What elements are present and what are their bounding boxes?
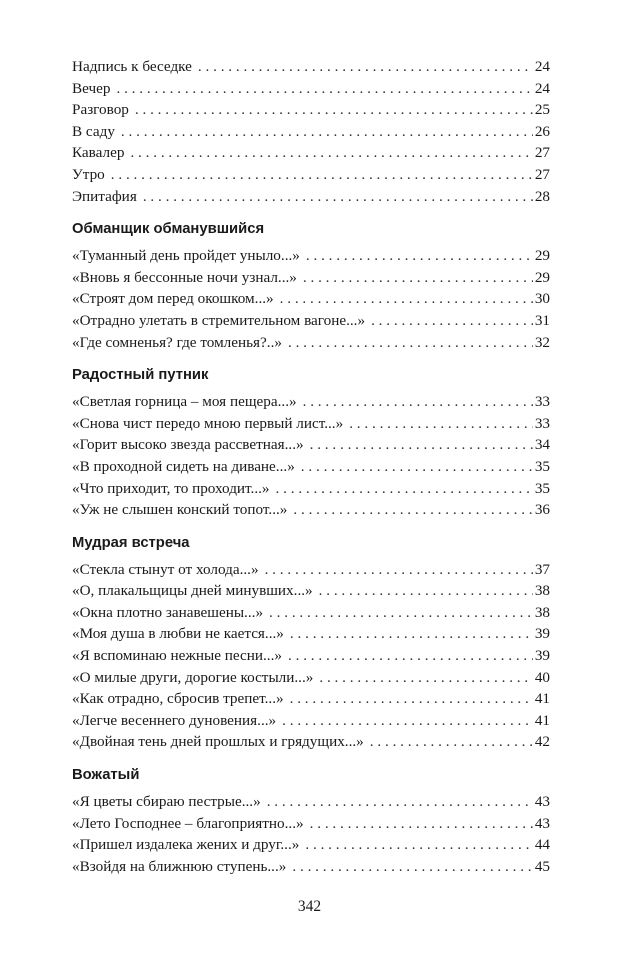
toc-section — [72, 764, 550, 877]
dot-leader — [265, 559, 533, 581]
entry-title: «Лето Господнее – благоприятно...» — [72, 814, 304, 832]
dot-leader — [282, 710, 533, 732]
dot-leader — [288, 645, 533, 667]
entry-title: «Отрадно улетать в стремительном вагоне...» — [72, 311, 366, 329]
entry-title: «Горит высоко звезда рассветная...» — [72, 436, 304, 454]
entry-title: «Как отрадно, сбросив трепет...» — [72, 690, 284, 708]
entry-page: 24 — [534, 58, 550, 75]
toc-entry — [72, 791, 550, 813]
toc-entry — [72, 391, 550, 413]
entry-page: 43 — [534, 793, 550, 811]
dot-leader — [310, 434, 533, 456]
entry-page: 45 — [534, 857, 550, 875]
page-number: 342 — [297, 898, 322, 915]
toc-entry — [72, 667, 550, 689]
entry-page: 43 — [534, 814, 550, 832]
toc-entry — [72, 413, 550, 435]
toc-entry — [72, 499, 550, 521]
entry-title: Вечер — [72, 79, 111, 97]
toc-entry — [72, 121, 550, 143]
entry-title: «Я цветы сбираю пестрые...» — [72, 793, 261, 811]
entry-title: «Моя душа в любви не кается...» — [72, 625, 284, 643]
toc-entry — [72, 731, 550, 753]
toc-entry — [72, 710, 550, 732]
entry-title: «Взойдя на ближнюю ступень...» — [72, 857, 287, 875]
dot-leader — [303, 391, 533, 413]
toc-entry — [72, 478, 550, 500]
dot-leader — [371, 310, 533, 332]
toc-entry — [72, 856, 550, 878]
dot-leader — [290, 623, 533, 645]
entry-title: Кавалер — [72, 144, 125, 162]
dot-leader — [319, 667, 532, 689]
entry-title: «О милые други, дорогие костыли...» — [72, 668, 314, 686]
entry-page: 27 — [534, 165, 550, 183]
entry-title: Разговор — [72, 101, 129, 119]
entry-page: 35 — [534, 479, 550, 497]
entry-page: 38 — [534, 582, 550, 600]
entry-page: 38 — [534, 603, 550, 621]
dot-leader — [303, 267, 533, 289]
toc-section — [72, 364, 550, 521]
dot-leader — [111, 164, 533, 186]
dot-leader — [292, 856, 532, 878]
dot-leader — [305, 834, 532, 856]
entry-title: «Что приходит, то проходит...» — [72, 479, 270, 497]
entry-title: «Уж не слышен конский топот...» — [72, 501, 288, 519]
entry-page: 41 — [534, 711, 550, 729]
toc-entry — [72, 623, 550, 645]
entry-title: «Туманный день пройдет уныло...» — [72, 247, 300, 265]
entry-page: 32 — [534, 333, 550, 351]
toc-entry — [72, 267, 550, 289]
dot-leader — [293, 499, 532, 521]
entry-title: В саду — [72, 122, 115, 140]
dot-leader — [319, 580, 533, 602]
dot-leader — [290, 688, 533, 710]
dot-leader — [280, 288, 533, 310]
entry-page: 31 — [534, 311, 550, 329]
entry-page: 41 — [534, 690, 550, 708]
entry-title: «В проходной сидеть на диване...» — [72, 457, 295, 475]
entry-title: «Где сомненья? где томленья?..» — [72, 333, 282, 351]
dot-leader — [116, 78, 532, 100]
entry-page: 28 — [534, 187, 550, 205]
toc-entry — [72, 310, 550, 332]
dot-leader — [267, 791, 533, 813]
entry-page: 29 — [534, 247, 550, 265]
entry-title: «Строят дом перед окошком...» — [72, 290, 274, 308]
entry-title: Утро — [72, 165, 105, 183]
entry-title: «Стекла стынут от холода...» — [72, 560, 259, 578]
dot-leader — [306, 245, 533, 267]
toc-entry — [72, 78, 550, 100]
toc-entry — [72, 245, 550, 267]
dot-leader — [135, 99, 533, 121]
entry-page: 36 — [534, 501, 550, 519]
entry-title: «Легче весеннего дуновения...» — [72, 711, 277, 729]
toc-entry — [72, 332, 550, 354]
entry-page: 27 — [534, 144, 550, 162]
toc-entry — [72, 834, 550, 856]
entry-title: Надпись к беседке — [72, 58, 192, 75]
entry-title: «Вновь я бессонные ночи узнал...» — [72, 268, 297, 286]
dot-leader — [269, 602, 533, 624]
intro-entries — [72, 56, 550, 207]
entry-title: «Двойная тень дней прошлых и грядущих...» — [72, 733, 364, 751]
toc-entry — [72, 602, 550, 624]
section-title: Вожатый — [72, 767, 140, 784]
entry-page: 30 — [534, 290, 550, 308]
entry-page: 25 — [534, 101, 550, 119]
entry-page: 40 — [534, 668, 550, 686]
entry-page: 35 — [534, 457, 550, 475]
entry-page: 34 — [534, 436, 550, 454]
toc-entry — [72, 164, 550, 186]
dot-leader — [370, 731, 533, 753]
dot-leader — [310, 813, 533, 835]
entry-page: 42 — [534, 733, 550, 751]
entry-title: «Я вспоминаю нежные песни...» — [72, 647, 282, 665]
toc-section — [72, 218, 550, 353]
entry-page: 39 — [534, 625, 550, 643]
toc-entry — [72, 813, 550, 835]
entry-page: 33 — [534, 393, 550, 411]
toc-entry — [72, 434, 550, 456]
toc-entry — [72, 559, 550, 581]
section-title: Мудрая встреча — [72, 534, 190, 551]
toc-entry — [72, 456, 550, 478]
dot-leader — [121, 121, 533, 143]
entry-title: «Пришел издалека жених и друг...» — [72, 836, 300, 854]
toc-entry — [72, 580, 550, 602]
entry-page: 26 — [534, 122, 550, 140]
entry-page: 24 — [534, 79, 550, 97]
toc-entry — [72, 56, 550, 78]
entry-page: 44 — [534, 836, 550, 854]
dot-leader — [301, 456, 533, 478]
table-of-contents — [72, 56, 550, 877]
toc-entry — [72, 645, 550, 667]
entry-title: «О, плакальщицы дней минувших...» — [72, 582, 313, 600]
section-title: Радостный путник — [72, 367, 209, 384]
entry-page: 39 — [534, 647, 550, 665]
dot-leader — [349, 413, 533, 435]
toc-entry — [72, 688, 550, 710]
entry-title: «Светлая горница – моя пещера...» — [72, 393, 297, 411]
dot-leader — [198, 56, 533, 78]
entry-title: Эпитафия — [72, 187, 137, 205]
toc-entry — [72, 142, 550, 164]
toc-entry — [72, 186, 550, 208]
toc-entry — [72, 99, 550, 121]
dot-leader — [130, 142, 532, 164]
entry-page: 29 — [534, 268, 550, 286]
entry-title: «Снова чист передо мною первый лист...» — [72, 414, 344, 432]
entry-page: 33 — [534, 414, 550, 432]
entry-page: 37 — [534, 560, 550, 578]
dot-leader — [143, 186, 533, 208]
section-title: Обманщик обманувшийся — [72, 221, 265, 238]
entry-title: «Окна плотно занавешены...» — [72, 603, 264, 621]
toc-section — [72, 532, 550, 753]
dot-leader — [288, 332, 533, 354]
toc-entry — [72, 288, 550, 310]
dot-leader — [276, 478, 533, 500]
